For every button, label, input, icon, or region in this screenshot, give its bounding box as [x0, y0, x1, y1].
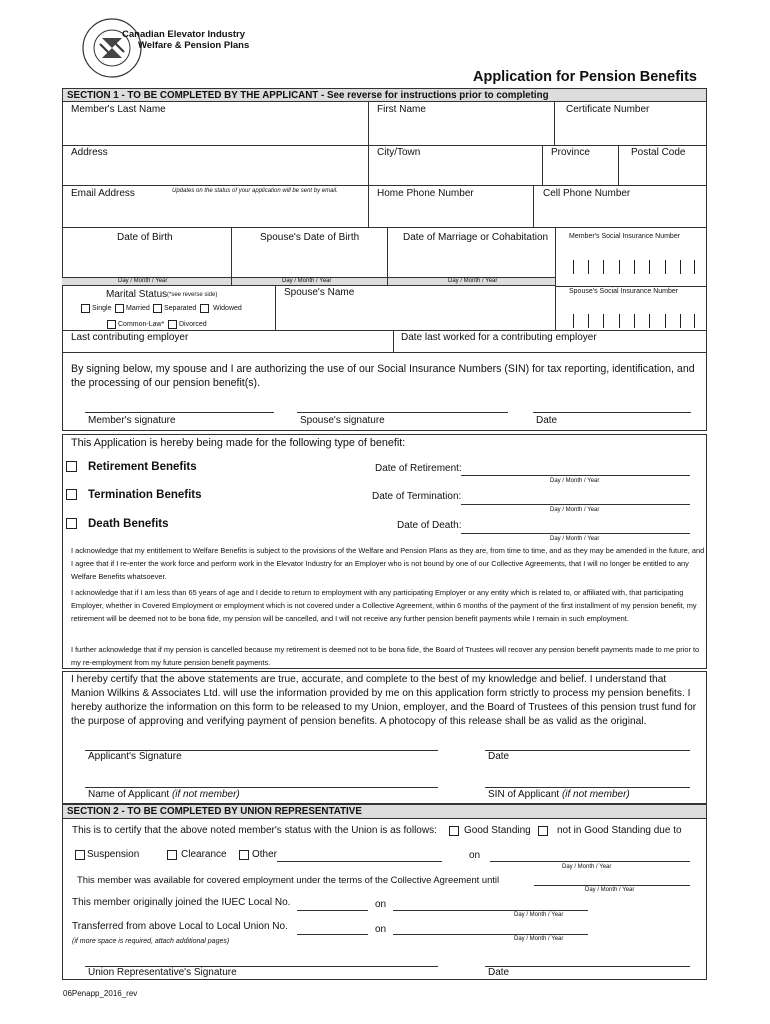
transferred-label: Transferred from above Local to Local Union No.: [72, 921, 288, 932]
first-name-label: First Name: [377, 104, 426, 115]
sin-consent-text: By signing below, my spouse and I are authorizing the use of our Social Insurance Numbers (SIN) for tax reporting, identification, and the processing of our pension benefit(s).: [71, 363, 695, 389]
address-field[interactable]: [64, 160, 366, 184]
date-of-birth-label: Date of Birth: [117, 232, 173, 243]
certificate-number-field[interactable]: [556, 116, 705, 144]
joined-local-field[interactable]: [297, 896, 368, 910]
union-rep-signature-label: Union Representative's Signature: [88, 967, 237, 978]
divorced-checkbox[interactable]: [168, 320, 177, 329]
separated-label: Separated: [164, 305, 197, 312]
other-reason-field[interactable]: [277, 847, 442, 861]
email-address-label: Email Address: [71, 188, 135, 199]
other-label: Other: [252, 849, 278, 860]
member-sin-field[interactable]: [566, 258, 698, 276]
certificate-number-label: Certificate Number: [566, 104, 650, 115]
members-last-name-field[interactable]: [64, 116, 366, 144]
spouse-signature-field[interactable]: [297, 398, 508, 412]
applicant-sin-field[interactable]: [485, 771, 690, 787]
not-good-standing-label: not in Good Standing due to: [557, 825, 682, 836]
spouse-dob-dmy-caption: Day / Month / Year: [282, 278, 332, 284]
marriage-dmy-caption: Day / Month / Year: [448, 278, 498, 284]
married-label: Married: [126, 305, 150, 312]
last-employer-label: Last contributing employer: [71, 332, 189, 343]
email-note: Updates on the status of your application will be sent by email.: [172, 188, 338, 194]
last-employer-field[interactable]: [64, 343, 391, 351]
certify-status-label: This is to certify that the above noted member's status with the Union is as follows:: [72, 825, 437, 836]
status-dmy-caption: Day / Month / Year: [562, 864, 612, 870]
applicant-name-field[interactable]: [85, 771, 438, 787]
home-phone-field[interactable]: [370, 201, 531, 225]
date-termination-field[interactable]: [461, 490, 690, 504]
postal-code-field[interactable]: [620, 160, 705, 184]
applicant-name-label: Name of Applicant (if not member): [88, 789, 240, 800]
section2-header-text: SECTION 2 - TO BE COMPLETED BY UNION REPRESENTATIVE: [67, 806, 362, 817]
date-last-worked-field[interactable]: [395, 343, 705, 351]
applicant-sin-label: SIN of Applicant (if not member): [488, 789, 630, 800]
good-standing-checkbox[interactable]: [449, 826, 459, 836]
union-date-label: Date: [488, 967, 510, 978]
marital-status-note: (*see reverse side): [167, 292, 218, 298]
single-checkbox[interactable]: [81, 304, 90, 313]
spouse-dob-label: Spouse's Date of Birth: [260, 232, 360, 243]
joined-on-label: on: [375, 899, 387, 910]
retirement-dmy-caption: Day / Month / Year: [550, 478, 600, 484]
transferred-dmy-caption: Day / Month / Year: [514, 936, 564, 942]
city-town-label: City/Town: [377, 147, 421, 158]
termination-dmy-caption: Day / Month / Year: [550, 507, 600, 513]
city-town-field[interactable]: [370, 160, 540, 184]
joined-local-label: This member originally joined the IUEC Local No.: [72, 897, 291, 908]
transferred-date-field[interactable]: [393, 920, 588, 934]
member-sin-label: Member's Social Insurance Number: [569, 233, 681, 240]
spouse-signature-label: Spouse's signature: [300, 415, 385, 426]
clearance-label: Clearance: [181, 849, 227, 860]
separated-checkbox[interactable]: [153, 304, 162, 313]
spouse-name-field[interactable]: [277, 300, 553, 328]
consent-date-label: Date: [536, 415, 558, 426]
retirement-label: Retirement Benefits: [88, 461, 197, 473]
spouse-dob-field[interactable]: [233, 246, 385, 274]
date-death-field[interactable]: [461, 519, 690, 533]
acknowledgement-3: I further acknowledge that if my pension is cancelled because my retirement is deemed not to be bona fide, the Board of Trustees will recover any pension benefit payments made to me prior to my re-employment from my future pension benefit payments.: [71, 645, 700, 667]
cell-phone-label: Cell Phone Number: [543, 188, 631, 199]
date-retirement-field[interactable]: [461, 461, 690, 475]
widowed-checkbox[interactable]: [200, 304, 209, 313]
joined-dmy-caption: Day / Month / Year: [514, 912, 564, 918]
status-date-field[interactable]: [490, 847, 690, 861]
other-checkbox[interactable]: [239, 850, 249, 860]
applicant-signature-label: Applicant's Signature: [88, 751, 182, 762]
suspension-label: Suspension: [87, 849, 140, 860]
spouse-sin-label: Spouse's Social Insurance Number: [569, 288, 679, 295]
org-logo: [80, 16, 144, 80]
available-until-field[interactable]: [534, 871, 690, 885]
certification-text: I hereby certify that the above statements are true, accurate, and complete to the best of my knowledge and belief. I understand that Manion Wilkins & Associates Ltd. will use the information provided by me on this application form strictly to process my pension benefits. I hereby authorize the information on this form to be released to my Union, employer, and the Board of Trustees of this pension trust fund for the purpose of approving and verifying payment of pension benefits. A photocopy of this release shall be as valid as the original.: [71, 674, 697, 727]
org-name-line1: Canadian Elevator Industry: [122, 29, 246, 40]
address-label: Address: [71, 147, 108, 158]
form-title: Application for Pension Benefits: [473, 69, 697, 85]
married-checkbox[interactable]: [115, 304, 124, 313]
acknowledgement-1: I acknowledge that my entitlement to Welfare Benefits is subject to the provisions of the Welfare and Pension Plans as they are, from time to time, and as they may be amended in the future, and I agree that if I re-enter the work force and perform work in the Elevator Industry for an Employer who is not bound by one of our Collective Agreements, that I will no longer be entitled to any Welfare Benefits whatsoever.: [71, 546, 705, 581]
applicant-date-field[interactable]: [485, 734, 690, 750]
retirement-checkbox[interactable]: [66, 461, 77, 472]
date-retirement-label: Date of Retirement:: [375, 463, 462, 474]
death-label: Death Benefits: [88, 518, 169, 530]
benefit-intro: This Application is hereby being made for the following type of benefit:: [71, 437, 406, 449]
first-name-field[interactable]: [370, 116, 552, 144]
section1-header-text: SECTION 1 - TO BE COMPLETED BY THE APPLICANT - See reverse for instructions prior to completing: [67, 90, 549, 101]
spouse-sin-field[interactable]: [566, 312, 698, 330]
good-standing-label: Good Standing: [464, 825, 531, 836]
org-name-line2: Welfare & Pension Plans: [138, 40, 250, 51]
date-marriage-field[interactable]: [389, 246, 553, 274]
consent-date-field[interactable]: [533, 398, 691, 412]
joined-date-field[interactable]: [393, 896, 588, 910]
transferred-on-label: on: [375, 924, 387, 935]
home-phone-label: Home Phone Number: [377, 188, 474, 199]
common-law-checkbox[interactable]: [107, 320, 116, 329]
death-checkbox[interactable]: [66, 518, 77, 529]
common-law-label: Common-Law*: [118, 321, 165, 328]
more-space-note: (if more space is required, attach additional pages): [72, 938, 230, 945]
transferred-local-field[interactable]: [297, 920, 368, 934]
termination-checkbox[interactable]: [66, 489, 77, 500]
divorced-label: Divorced: [179, 321, 207, 328]
applicant-date-label: Date: [488, 751, 510, 762]
member-signature-field[interactable]: [85, 398, 274, 412]
province-label: Province: [551, 147, 590, 158]
province-field[interactable]: [544, 160, 616, 184]
dob-dmy-caption: Day / Month / Year: [118, 278, 168, 284]
marital-status-label: Marital Status: [106, 289, 168, 300]
termination-label: Termination Benefits: [88, 489, 202, 501]
status-on-label: on: [469, 850, 481, 861]
date-marriage-label: Date of Marriage or Cohabitation: [403, 232, 549, 243]
suspension-checkbox[interactable]: [75, 850, 85, 860]
death-dmy-caption: Day / Month / Year: [550, 536, 600, 542]
available-label: This member was available for covered employment under the terms of the Collective Agreement until: [77, 874, 500, 885]
cell-phone-field[interactable]: [535, 201, 705, 225]
date-termination-label: Date of Termination:: [372, 491, 462, 502]
applicant-signature-field[interactable]: [85, 734, 438, 750]
not-good-standing-checkbox[interactable]: [538, 826, 548, 836]
member-signature-label: Member's signature: [88, 415, 176, 426]
widowed-label: Widowed: [213, 305, 242, 312]
members-last-name-label: Member's Last Name: [71, 104, 166, 115]
union-date-field[interactable]: [485, 950, 690, 966]
available-dmy-caption: Day / Month / Year: [585, 887, 635, 893]
date-of-birth-field[interactable]: [64, 246, 229, 274]
form-code-footer: 06Penapp_2016_rev: [63, 989, 138, 998]
postal-code-label: Postal Code: [631, 147, 686, 158]
date-death-label: Date of Death:: [397, 520, 462, 531]
union-rep-signature-field[interactable]: [85, 950, 438, 966]
single-label: Single: [92, 305, 112, 312]
email-field[interactable]: [64, 201, 366, 225]
date-last-worked-label: Date last worked for a contributing employer: [401, 332, 597, 343]
spouse-name-label: Spouse's Name: [284, 287, 355, 298]
acknowledgement-2: I acknowledge that if I am less than 65 years of age and I decide to return to employment with any participating Employer or any entity which is related to, or affiliated with, that participating Employer, whether in Covered Employment or employment which is not covered under a Collective Agreement, within 6 months of the payment of the first installment of my pension benefit, my retirement will be deemed not to be bona fide, my pension will be cancelled, and I will not receive any further pension benefit payments while I remain in such employment.: [71, 588, 697, 623]
clearance-checkbox[interactable]: [167, 850, 177, 860]
